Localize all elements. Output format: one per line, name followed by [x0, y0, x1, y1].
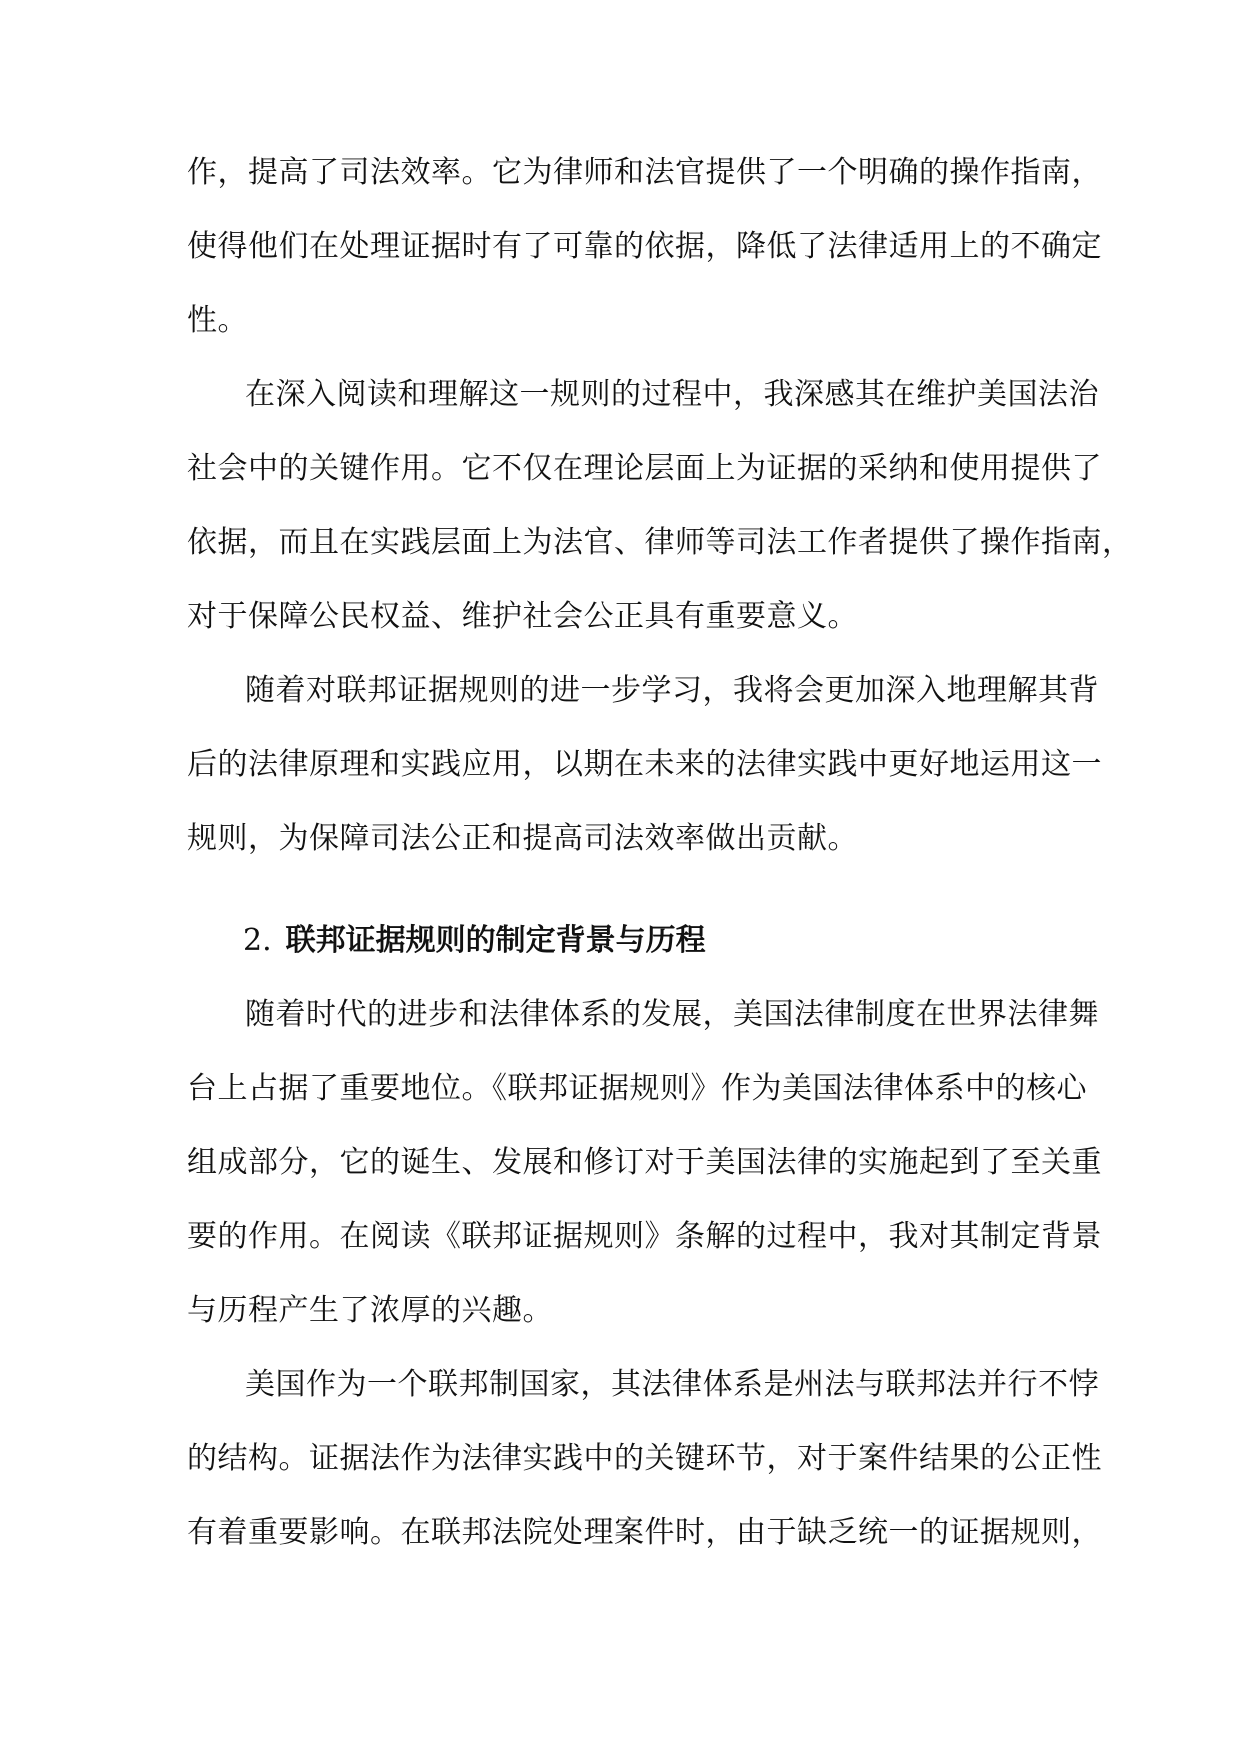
text-line: 性。	[187, 303, 248, 338]
paragraph	[187, 136, 1102, 358]
text-line: 随着对联邦证据规则的进一步学习，我将会更加深入地理解其背	[245, 673, 1099, 708]
text-line: 的结构。证据法作为法律实践中的关键环节，对于案件结果的公正性	[187, 1441, 1102, 1476]
text-line: 作，提高了司法效率。它为律师和法官提供了一个明确的操作指南，	[187, 155, 1102, 190]
spacer	[187, 876, 1055, 904]
text-line: 随着时代的进步和法律体系的发展，美国法律制度在世界法律舞	[245, 997, 1099, 1032]
text-line: 与历程产生了浓厚的兴趣。	[187, 1293, 553, 1328]
text-line: 要的作用。在阅读《联邦证据规则》条解的过程中，我对其制定背景	[187, 1219, 1102, 1254]
text-line: 在深入阅读和理解这一规则的过程中，我深感其在维护美国法治	[245, 377, 1099, 412]
text-line: 对于保障公民权益、维护社会公正具有重要意义。	[187, 599, 858, 634]
text-line: 使得他们在处理证据时有了可靠的依据，降低了法律适用上的不确定	[187, 229, 1102, 264]
text-line: 依据，而且在实践层面上为法官、律师等司法工作者提供了操作指南，	[187, 525, 1133, 560]
text-line: 规则，为保障司法公正和提高司法效率做出贡献。	[187, 821, 858, 856]
paragraph	[187, 654, 1102, 876]
paragraph	[187, 978, 1102, 1348]
text-line: 组成部分，它的诞生、发展和修订对于美国法律的实施起到了至关重	[187, 1145, 1102, 1180]
text-line: 台上占据了重要地位。《联邦证据规则》作为美国法律体系中的核心	[187, 1071, 1087, 1106]
document-body	[187, 136, 1133, 1570]
section-number: 2.	[243, 923, 272, 958]
paragraph	[187, 1348, 1102, 1570]
section-heading	[187, 904, 1055, 978]
text-line: 有着重要影响。在联邦法院处理案件时，由于缺乏统一的证据规则，	[187, 1515, 1102, 1550]
text-line: 社会中的关键作用。它不仅在理论层面上为证据的采纳和使用提供了	[187, 451, 1102, 486]
paragraph	[187, 358, 1133, 654]
section-title: 联邦证据规则的制定背景与历程	[285, 923, 706, 958]
text-line: 后的法律原理和实践应用，以期在未来的法律实践中更好地运用这一	[187, 747, 1102, 782]
text-line: 美国作为一个联邦制国家，其法律体系是州法与联邦法并行不悖	[245, 1367, 1099, 1402]
